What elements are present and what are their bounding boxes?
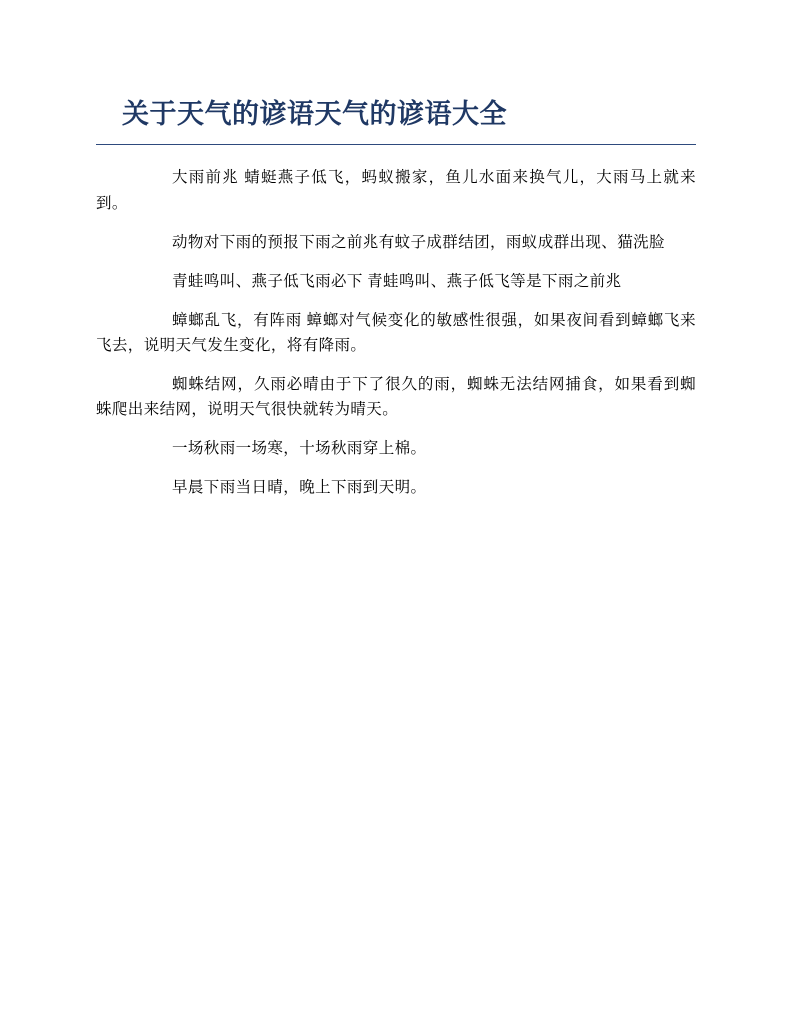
paragraph: 一场秋雨一场寒，十场秋雨穿上棉。: [172, 440, 427, 458]
document-body: [96, 165, 696, 500]
paragraph: 青蛙鸣叫、燕子低飞雨必下 青蛙鸣叫、燕子低飞等是下雨之前兆: [172, 272, 622, 290]
paragraph: 蜘蛛结网，久雨必晴由于下了很久的雨，蜘蛛无法结网捕食，如果看到蜘蛛爬出来结网，说明天气很快就转为晴天。: [96, 376, 696, 419]
paragraph: 动物对下雨的预报下雨之前兆有蚊子成群结团，雨蚁成群出现、猫洗脸: [172, 233, 665, 251]
paragraph: 大雨前兆 蜻蜓燕子低飞，蚂蚁搬家，鱼儿水面来换气儿，大雨马上就来到。: [96, 169, 696, 212]
paragraph: 早晨下雨当日晴，晚上下雨到天明。: [172, 479, 427, 497]
paragraph: 蟑螂乱飞，有阵雨 蟑螂对气候变化的敏感性很强，如果夜间看到蟑螂飞来飞去，说明天气发生变化，将有降雨。: [96, 311, 696, 354]
page-title: 关于天气的谚语天气的谚语大全: [122, 99, 507, 129]
title-divider: [96, 144, 696, 145]
